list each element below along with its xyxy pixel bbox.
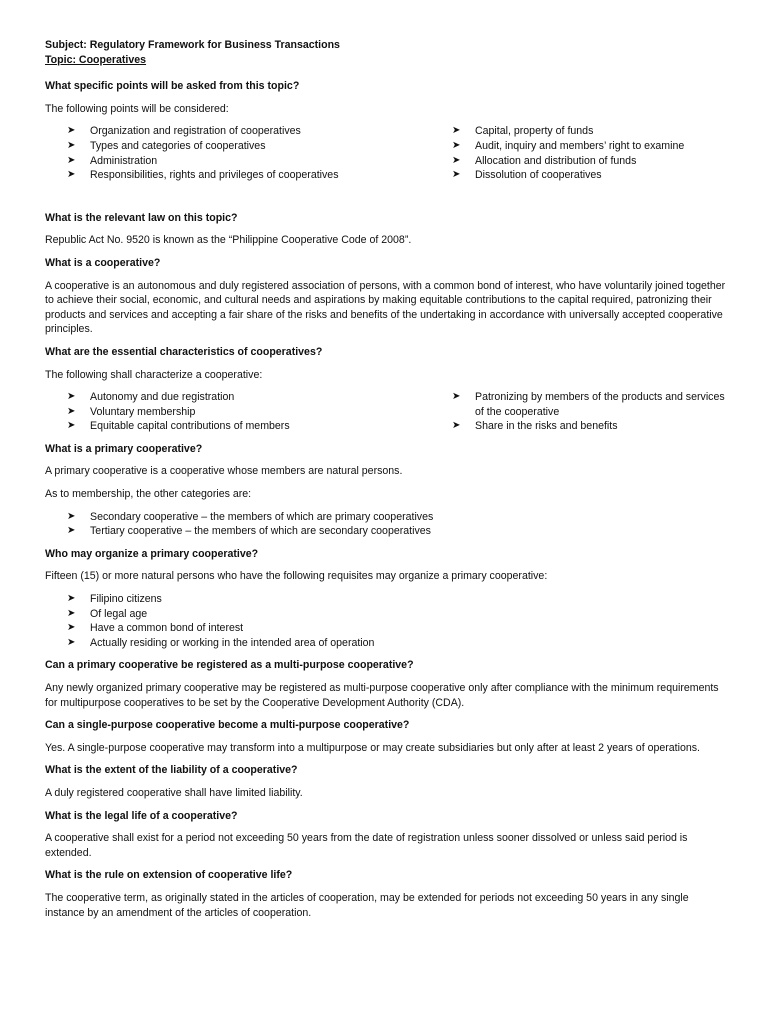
list-item: ➤ Administration [67,154,158,167]
list-item: ➤ Capital, property of funds [452,125,594,138]
list-item: ➤ Filipino citizens [67,593,162,606]
list-item: ➤ Voluntary membership [67,405,196,418]
list-item: ➤ Autonomy and due registration [67,391,235,404]
question-primary: What is a primary cooperative? [45,442,203,455]
answer-law: Republic Act No. 9520 is known as the “Philippine Cooperative Code of 2008”. [45,234,412,247]
arrow-bullet-icon: ➤ [452,125,461,137]
requisites-list [45,592,728,650]
list-item: ➤ Dissolution of cooperatives [452,169,602,182]
question-law: What is the relevant law on this topic? [45,211,238,224]
arrow-bullet-icon: ➤ [452,169,461,181]
answer-cooperative: A cooperative is an autonomous and duly registered association of persons, with a common bond of interest, who have voluntarily joined together to achieve their social, economic, and cultural needs and aspirations by making equitable contributions to the capital required, patronizing their products and services and accepting a fair share of the risks and benefits of the undertaking in accordance with universally accepted cooperative principles. [45,279,726,336]
question-characteristics: What are the essential characteristics of cooperatives? [45,345,323,358]
points-list-right [430,124,728,182]
arrow-bullet-icon: ➤ [67,593,76,605]
list-item: ➤ Patronizing by members of the products and services of the cooperative [452,391,725,418]
points-columns [45,124,728,182]
answer-primary: A primary cooperative is a cooperative whose members are natural persons. [45,465,403,478]
subject-line: Subject: Regulatory Framework for Business Transactions [45,39,340,51]
list-item: ➤ Equitable capital contributions of members [67,420,290,433]
arrow-bullet-icon: ➤ [67,169,76,181]
list-item: ➤ Responsibilities, rights and privileges of cooperatives [67,169,339,182]
characteristics-list-right [430,390,728,434]
arrow-bullet-icon: ➤ [67,525,76,537]
arrow-bullet-icon: ➤ [67,125,76,137]
membership-list [45,510,728,539]
list-item: ➤ Organization and registration of cooperatives [67,125,301,138]
question-organize: Who may organize a primary cooperative? [45,547,259,560]
membership-intro: As to membership, the other categories are: [45,488,252,501]
characteristics-list-left [45,390,430,434]
answer-extension: The cooperative term, as originally stated in the articles of cooperation, may be extended for periods not exceeding 50 years in any single instance by an amendment of the articles of cooperation. [45,891,689,919]
arrow-bullet-icon: ➤ [452,391,461,403]
list-item: ➤ Secondary cooperative – the members of which are primary cooperatives [67,510,434,523]
list-item: ➤ Have a common bond of interest [67,622,244,635]
question-multipurpose: Can a primary cooperative be registered as a multi-purpose cooperative? [45,659,414,672]
list-item: ➤ Tertiary cooperative – the members of which are secondary cooperatives [67,525,431,538]
arrow-bullet-icon: ➤ [452,154,461,166]
characteristics-intro: The following shall characterize a cooperative: [45,368,263,381]
list-item: ➤ Allocation and distribution of funds [452,154,637,167]
arrow-bullet-icon: ➤ [67,622,76,634]
list-item: ➤ Types and categories of cooperatives [67,139,266,152]
question-single-purpose: Can a single-purpose cooperative become a multi-purpose cooperative? [45,719,410,732]
list-item: ➤ Share in the risks and benefits [452,420,618,433]
organize-intro: Fifteen (15) or more natural persons who have the following requisites may organize a primary cooperative: [45,570,548,583]
question-liability: What is the extent of the liability of a cooperative? [45,764,298,777]
question-extension: What is the rule on extension of cooperative life? [45,869,293,882]
arrow-bullet-icon: ➤ [67,405,76,417]
answer-multipurpose: Any newly organized primary cooperative may be registered as multi-purpose cooperative only after compliance with the minimum requirements for multipurpose cooperatives to be set by the Cooperative Development Authority (CDA). [45,682,719,709]
points-intro: The following points will be considered: [45,102,229,115]
question-legal-life: What is the legal life of a cooperative? [45,809,238,822]
arrow-bullet-icon: ➤ [452,139,461,151]
arrow-bullet-icon: ➤ [67,510,76,522]
arrow-bullet-icon: ➤ [452,420,461,432]
arrow-bullet-icon: ➤ [67,154,76,166]
points-list-left [45,124,430,182]
topic-line: Topic: Cooperatives [45,53,147,66]
arrow-bullet-icon: ➤ [67,636,76,648]
arrow-bullet-icon: ➤ [67,139,76,151]
arrow-bullet-icon: ➤ [67,607,76,619]
list-item: ➤ Actually residing or working in the intended area of operation [67,636,375,649]
arrow-bullet-icon: ➤ [67,391,76,403]
question-cooperative: What is a cooperative? [45,256,161,269]
question-points: What specific points will be asked from this topic? [45,80,300,93]
characteristics-columns [45,390,728,434]
answer-legal-life: A cooperative shall exist for a period not exceeding 50 years from the date of registration unless sooner dissolved or unless said period is extended. [45,832,688,859]
answer-liability: A duly registered cooperative shall have limited liability. [45,786,303,799]
list-item: ➤ Of legal age [67,607,148,620]
answer-single-purpose: Yes. A single-purpose cooperative may transform into a multipurpose or may create subsidiaries but only after at least 2 years of operations. [45,741,700,754]
arrow-bullet-icon: ➤ [67,420,76,432]
list-item: ➤ Audit, inquiry and members’ right to examine [452,139,685,152]
